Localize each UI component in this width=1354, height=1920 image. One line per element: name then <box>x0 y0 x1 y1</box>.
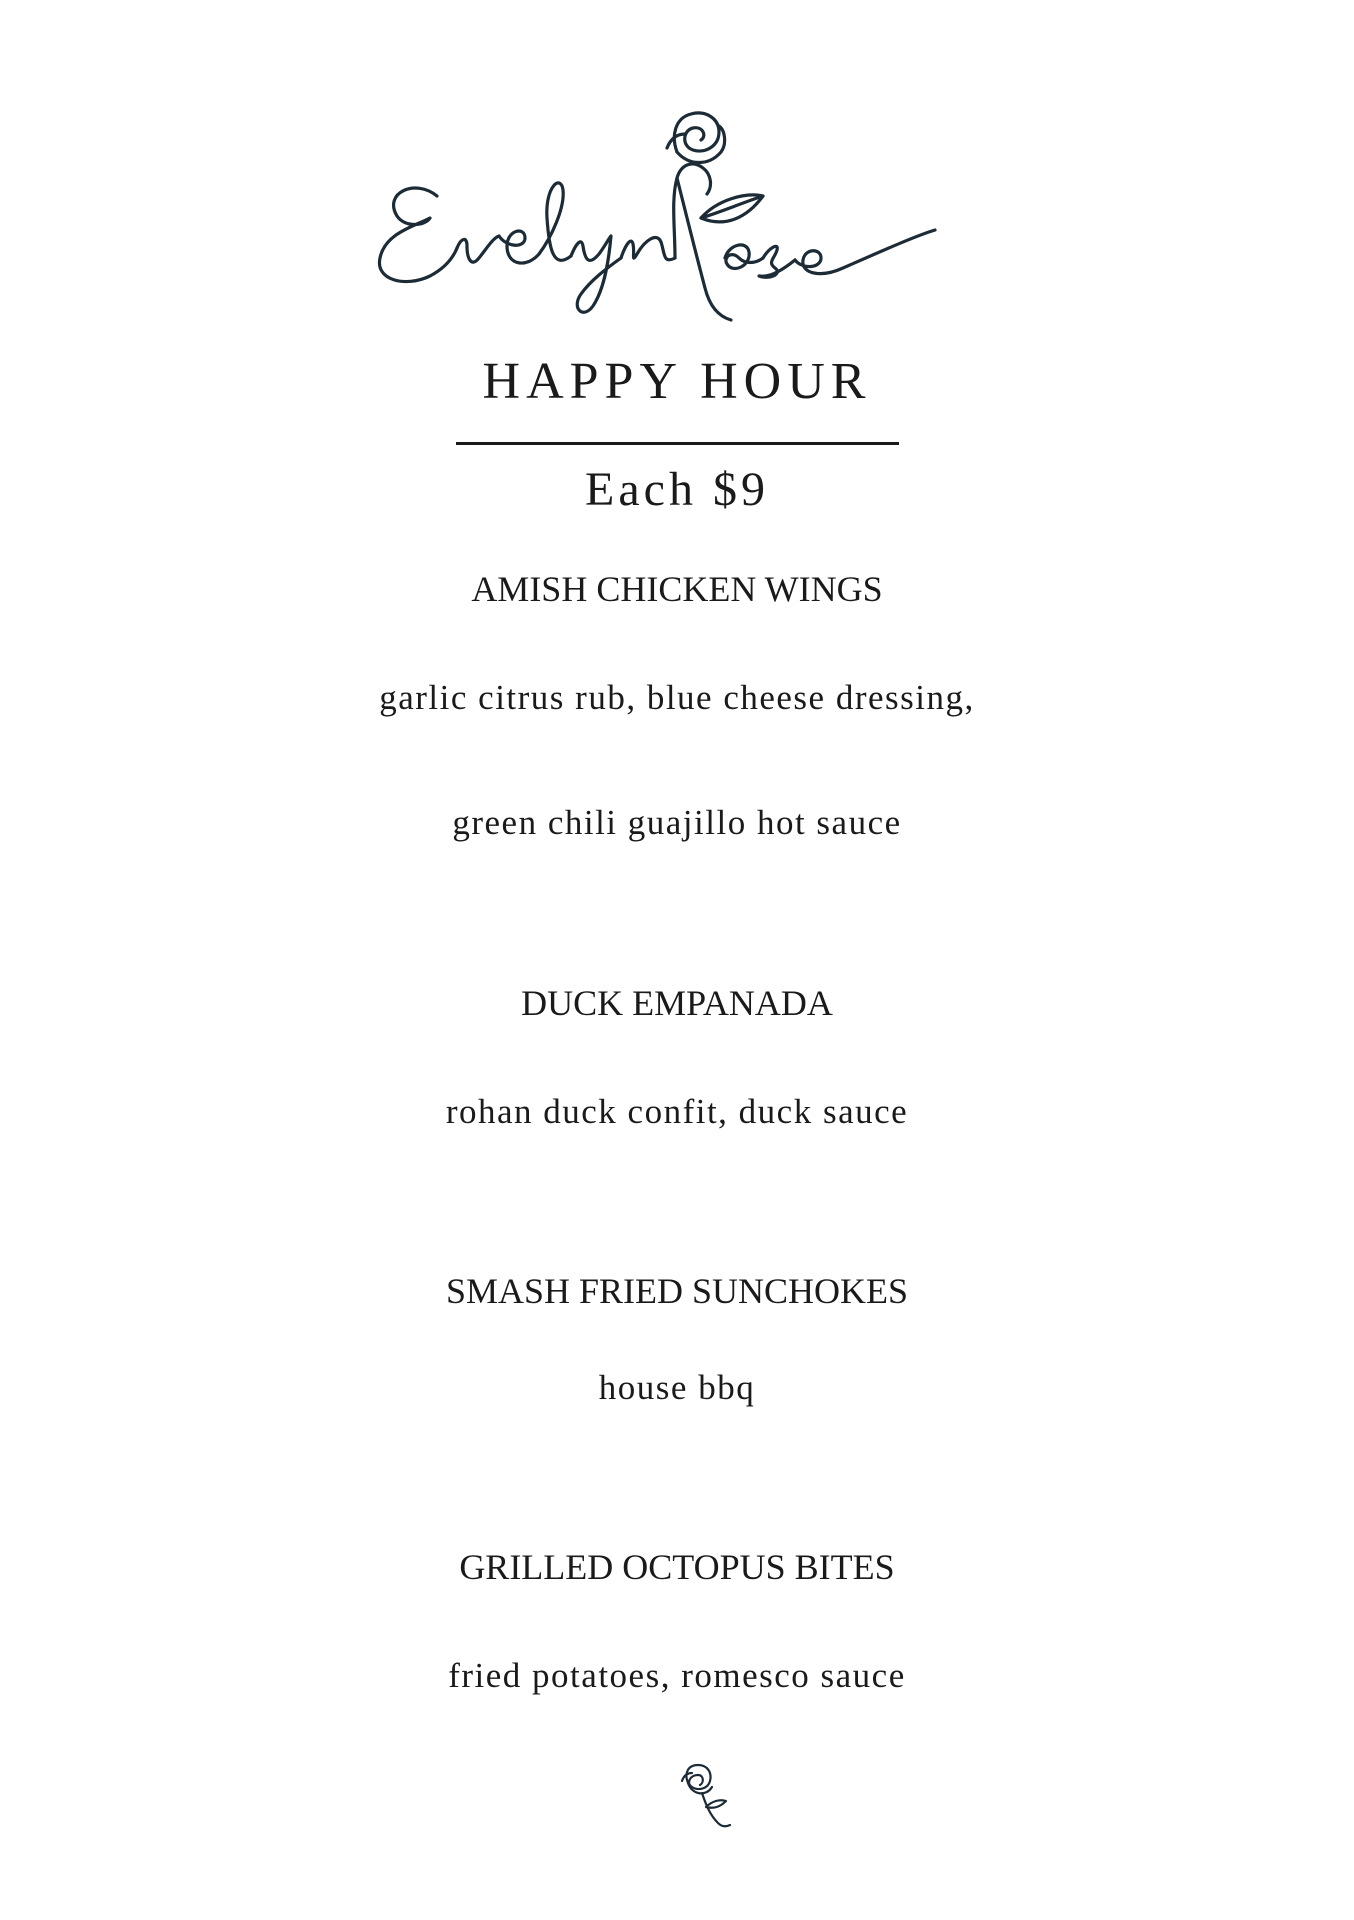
item-description: house bbq <box>598 1368 756 1407</box>
item-description: fried potatoes, romesco sauce <box>448 1656 906 1695</box>
menu-title: HAPPY HOUR <box>482 353 872 410</box>
rose-logo-icon <box>375 108 975 328</box>
item-description: rohan duck confit, duck sauce <box>445 1092 909 1131</box>
price-label: Each $9 <box>585 463 769 516</box>
item-name: DUCK EMPANADA <box>521 983 833 1023</box>
item-name: SMASH FRIED SUNCHOKES <box>445 1271 909 1311</box>
item-name: GRILLED OCTOPUS BITES <box>459 1547 895 1587</box>
rose-icon <box>678 1763 738 1829</box>
item-description: green chili guajillo hot sauce <box>452 803 902 842</box>
title-divider <box>456 442 899 445</box>
item-name: AMISH CHICKEN WINGS <box>471 569 883 609</box>
evelyn-rose-logo <box>375 108 975 328</box>
item-description: garlic citrus rub, blue cheese dressing, <box>379 678 975 717</box>
